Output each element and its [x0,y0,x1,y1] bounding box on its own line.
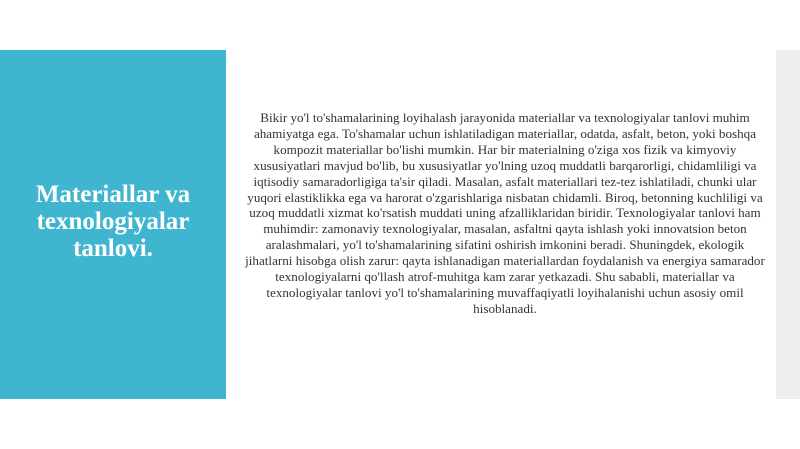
title-panel [0,50,226,399]
slide-body-text: Bikir yo'l to'shamalarining loyihalash jarayonida materiallar va texnologiyalar tanlovi muhim ahamiyatga ega. To'shamalar uchun ishlatiladigan materiallar, odatda, asfalt, beton, yoki boshqa kompozit materiallar bo'lishi mumkin. Har bir materialning o'ziga xos fizik va kimyoviy xususiyatlari mavjud bo'lib, bu xususiyatlar yo'lning uzoq muddatli barqarorligi, chidamliligi va iqtisodiy samaradorligiga ta'sir qiladi. Masalan, asfalt materiallari tez-tez ishlatiladi, chunki ular yuqori elastiklikka ega va harorat o'zgarishlariga nisbatan chidamli. Biroq, betonning kuchliligi va uzoq muddatli xizmat ko'rsatish muddati uning afzalliklaridan biridir. Texnologiyalar tanlovi ham muhimdir: zamonaviy texnologiyalar, masalan, asfaltni qayta ishlash yoki innovatsion beton aralashmalari, yo'l to'shamalarining sifatini oshirish imkonini beradi. Shuningdek, ekologik jihatlarni hisobga olish zarur: qayta ishlanadigan materiallardan foydalanish va energiya samarador texnologiyalarni qo'llash atrof-muhitga kam zarar yetkazadi. Shu sababli, materiallar va texnologiyalar tanlovi yo'l to'shamalarining muvaffaqiyatli loyihalanishi uchun asosiy omil hisoblanadi. [245,110,765,316]
side-strip [776,50,800,399]
slide-title: Materiallar va texnologiyalar tanlovi. [35,181,191,262]
